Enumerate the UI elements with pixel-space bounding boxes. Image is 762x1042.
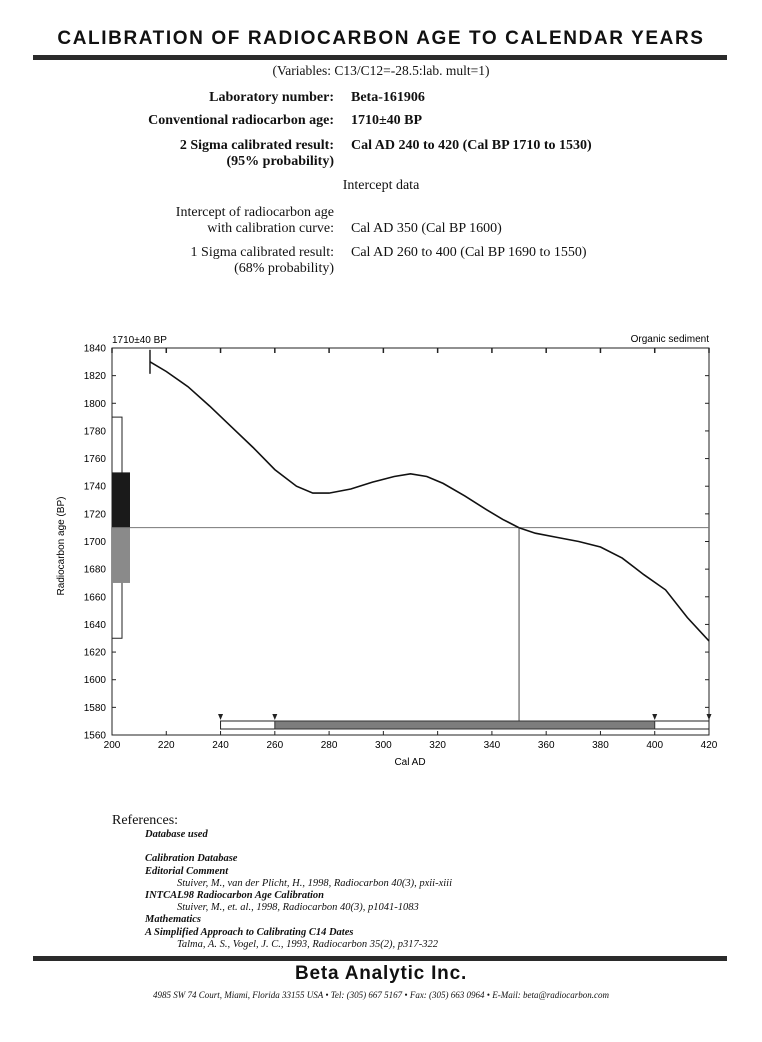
x-tick-label: 280 [320,740,338,751]
header-rule [33,55,727,60]
reference-spacer [112,841,452,853]
chart-x-axis-label: Cal AD [394,757,426,768]
intercept-label-line1: Intercept of radiocarbon age [175,205,334,220]
intercept-heading: Intercept data [342,178,420,193]
reference-line: A Simplified Approach to Calibrating C14 Dates [145,926,354,938]
x-tick-label: 420 [700,740,718,751]
footer-rule [33,956,727,961]
two-sigma-label: 2 Sigma calibrated result: [179,138,334,153]
y-tick-label: 1620 [83,647,106,659]
y-tick-label: 1700 [83,537,106,548]
two-sigma-value: Cal AD 240 to 420 (Cal BP 1710 to 1530) [351,138,592,153]
reference-line: INTCAL98 Radiocarbon Age Calibration [145,890,325,902]
company-name: Beta Analytic Inc. [294,963,468,984]
range-marker [652,714,657,720]
y-tick-label: 1780 [83,426,106,438]
x-tick-label: 400 [646,740,664,751]
y-tick-label: 1840 [83,343,106,355]
y-tick-label: 1640 [83,619,106,631]
x-tick-label: 300 [375,740,392,751]
conv-age-label: Conventional radiocarbon age: [148,113,334,128]
reference-line: Calibration Database [145,853,238,865]
y-tick-label: 1560 [83,730,106,742]
references-heading: References: [112,813,179,828]
x-tick-label: 200 [103,740,121,751]
lab-number-value: Beta-161906 [351,90,425,105]
y-tick-label: 1800 [83,398,106,410]
chart-sample-age-label: 1710±40 BP [112,335,167,346]
intercept-label-line2: with calibration curve: [207,221,334,236]
plot-frame [112,348,709,735]
upper-one-sigma-age-box [112,472,130,527]
intercept-value: Cal AD 350 (Cal BP 1600) [351,221,502,236]
two-sigma-probability: (95% probability) [226,154,334,169]
range-marker [272,714,277,720]
lower-one-sigma-age-box [112,528,130,583]
y-tick-label: 1760 [83,454,106,466]
references-list [112,829,452,951]
y-tick-label: 1720 [83,509,106,521]
lab-number-label: Laboratory number: [209,90,334,105]
chart-y-axis-label: Radiocarbon age (BP) [56,496,67,596]
one-sigma-label: 1 Sigma calibrated result: [190,245,334,260]
x-tick-label: 220 [157,740,175,751]
references-section [112,813,452,951]
company-address: 4985 SW 74 Court, Miami, Florida 33155 USA • Tel: (305) 667 5167 • Fax: (305) 663 0964 • E-Mail: beta@radiocarbon.com [153,990,609,1000]
page-title: CALIBRATION OF RADIOCARBON AGE TO CALENDAR YEARS [57,28,705,49]
reference-line: Stuiver, M., et. al., 1998, Radiocarbon 40(3), p1041-1083 [177,902,419,914]
x-tick-label: 260 [266,740,284,751]
range-marker [218,714,223,720]
one-sigma-value: Cal AD 260 to 400 (Cal BP 1690 to 1550) [351,245,587,260]
y-tick-label: 1660 [83,592,106,604]
x-tick-label: 380 [592,740,609,751]
y-tick-label: 1740 [83,481,106,493]
y-tick-label: 1580 [83,702,106,714]
y-tick-label: 1600 [83,675,106,687]
reference-line: Mathematics [145,914,202,926]
variables-line: (Variables: C13/C12=-28.5:lab. mult=1) [272,63,490,78]
range-marker [707,714,712,720]
calibration-curve [150,362,709,641]
reference-line: Database used [145,829,208,840]
chart-material-label: Organic sediment [630,334,709,345]
y-tick-label: 1820 [83,371,106,383]
reference-line: Talma, A. S., Vogel, J. C., 1993, Radiocarbon 35(2), p317-322 [177,938,439,950]
reference-line: Stuiver, M., van der Plicht, H., 1998, Radiocarbon 40(3), pxii-xiii [177,877,452,889]
x-tick-label: 360 [537,740,555,751]
y-tick-label: 1680 [83,564,106,576]
x-tick-label: 240 [212,740,229,751]
reference-line: Editorial Comment [145,865,229,877]
conv-age-value: 1710±40 BP [351,113,423,128]
one-sigma-probability: (68% probability) [234,261,334,276]
x-tick-label: 340 [483,740,501,751]
one-sigma-range-bar [275,721,655,729]
calibration-chart [40,328,730,773]
x-tick-label: 320 [429,740,446,751]
